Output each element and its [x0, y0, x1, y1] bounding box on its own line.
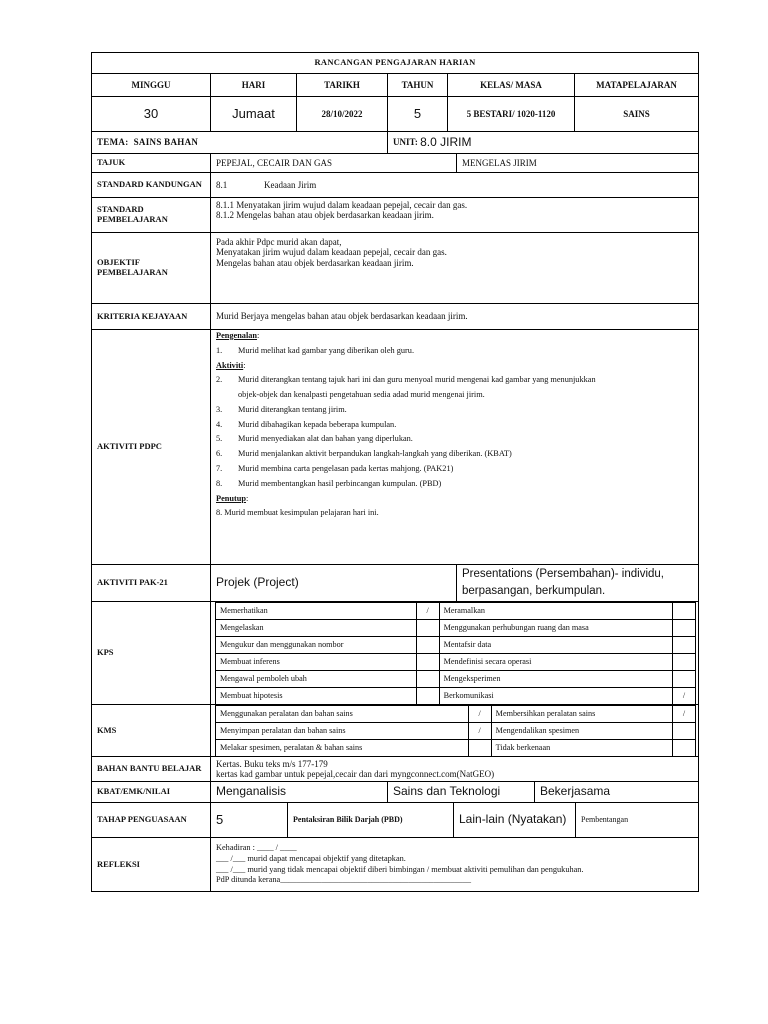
activity-step: [216, 479, 441, 490]
label-matapelajaran: MATAPELAJARAN: [574, 74, 698, 96]
tahap-label: TAHAP PENGUASAAN: [97, 814, 187, 825]
pak21-label: AKTIVITI PAK-21: [97, 577, 168, 588]
step-number: [216, 390, 238, 401]
tajuk-value-2: MENGELAS JIRIM: [456, 154, 698, 172]
step-text: Murid dibahagikan kepada beberapa kumpulan.: [238, 419, 397, 429]
page-title: RANCANGAN PENGAJARAN HARIAN: [314, 57, 476, 68]
lesson-plan-table: [91, 52, 699, 892]
objektif-line-3: Mengelas bahan atau objek berdasarkan keadaan jirim.: [216, 257, 414, 268]
kps-right-item: Mentafsir data: [439, 636, 672, 653]
kps-left-mark[interactable]: [416, 687, 439, 704]
penutup-heading: [216, 494, 248, 505]
label-tarikh: TARIKH: [296, 74, 387, 96]
kps-row: [92, 601, 698, 704]
bahan-label: BAHAN BANTU BELAJAR: [97, 763, 202, 774]
step-number: 1.: [216, 345, 223, 355]
refleksi-value: [210, 838, 698, 891]
refleksi-line-4: PdP ditunda kerana______________________________________________: [216, 875, 472, 885]
kms-right-item: Tidak berkenaan: [491, 739, 672, 756]
kms-right-mark[interactable]: [673, 722, 696, 739]
step-text: Murid membina carta pengelasan pada kertas mahjong. (PAK21): [238, 464, 454, 474]
bahan-row: [92, 756, 698, 781]
table-row: [216, 619, 696, 636]
tahap-value: 5: [210, 803, 287, 837]
value-tahun: 5: [387, 97, 447, 131]
aktiviti-row: [92, 329, 698, 564]
penutup-text: Penutup: [216, 493, 246, 503]
sp-line-1: 8.1.1 Menyatakan jirim wujud dalam keadaan pepejal, cecair dan gas.: [216, 200, 468, 210]
kms-label: KMS: [97, 724, 117, 735]
unit: [387, 132, 698, 153]
unit-label: UNIT:: [393, 137, 418, 148]
kps-left-item: Mengelaskan: [216, 619, 417, 636]
kms-right-mark[interactable]: /: [673, 705, 696, 722]
table-row: [216, 636, 696, 653]
activity-step: [216, 449, 512, 460]
activity-step: [216, 434, 413, 445]
kms-right-mark[interactable]: [673, 739, 696, 756]
closing-step: 8. Murid membuat kesimpulan pelajaran hari ini.: [216, 508, 379, 518]
title-row: [92, 53, 698, 73]
step-number: 4.: [216, 419, 223, 429]
label-kelas: KELAS/ MASA: [447, 74, 574, 96]
aktiviti-heading: [216, 361, 246, 372]
step-text: Murid membentangkan hasil perbincangan kumpulan. (PBD): [238, 478, 442, 488]
tema: [92, 132, 387, 153]
step-number: 2.: [216, 375, 223, 385]
kms-left-mark[interactable]: [468, 739, 491, 756]
kms-grid: [210, 705, 698, 756]
objektif-label: OBJEKTIF PEMBELAJARAN: [97, 257, 168, 277]
standard-kandungan-value: [210, 173, 698, 197]
kps-left-mark[interactable]: [416, 619, 439, 636]
kms-left-mark[interactable]: /: [468, 705, 491, 722]
kbat-value-3: Bekerjasama: [534, 782, 698, 802]
step-number: 5.: [216, 434, 223, 444]
kps-left-item: Membuat hipotesis: [216, 687, 417, 704]
standard-kandungan-row: [92, 172, 698, 197]
label-tahun: TAHUN: [387, 74, 447, 96]
table-row: [216, 670, 696, 687]
kms-right-item: Mengendalikan spesimen: [491, 722, 672, 739]
header-value-row: [92, 96, 698, 131]
kbat-value-1: Menganalisis: [210, 782, 387, 802]
label-hari: HARI: [210, 74, 296, 96]
activity-step: [216, 464, 453, 475]
kriteria-value: Murid Berjaya mengelas bahan atau objek berdasarkan keadaan jirim.: [210, 304, 698, 329]
kps-table: [215, 602, 696, 705]
activity-step: [216, 375, 596, 386]
value-minggu: 30: [143, 105, 159, 121]
tahap-row: [92, 802, 698, 837]
kps-left-item: Membuat inferens: [216, 653, 417, 670]
step-text: Murid menyediakan alat dan bahan yang diperlukan.: [238, 434, 413, 444]
value-kelas: 5 BESTARI/ 1020-1120: [447, 97, 574, 131]
step-text: Murid diterangkan tentang tajuk hari ini dan guru menyoal murid mengenai kad gambar yang menunjukkan: [238, 375, 596, 385]
kms-left-item: Menyimpan peralatan dan bahan sains: [216, 722, 469, 739]
table-row: [216, 722, 696, 739]
sp-line-2: 8.1.2 Mengelas bahan atau objek berdasarkan keadaan jirim.: [216, 210, 434, 221]
value-tarikh: 28/10/2022: [296, 97, 387, 131]
tajuk-row: [92, 153, 698, 172]
kps-left-item: Mengukur dan menggunakan nombor: [216, 636, 417, 653]
kbat-value-2: Sains dan Teknologi: [387, 782, 534, 802]
kps-left-mark[interactable]: [416, 636, 439, 653]
pengenalan-text: Pengenalan: [216, 331, 258, 340]
unit-value: 8.0 JIRIM: [420, 134, 472, 149]
kriteria-label: KRITERIA KEJAYAAN: [97, 310, 188, 321]
kps-left-mark[interactable]: [416, 670, 439, 687]
kps-right-mark[interactable]: [673, 670, 696, 687]
kps-left-mark[interactable]: /: [416, 602, 439, 619]
bahan-value: [210, 757, 698, 781]
activity-step: [216, 390, 485, 401]
kms-right-item: Membersihkan peralatan sains: [491, 705, 672, 722]
table-row: [216, 602, 696, 619]
kms-left-item: Melakar spesimen, peralatan & bahan sains: [216, 739, 469, 756]
kps-right-mark[interactable]: [673, 653, 696, 670]
value-matapelajaran: SAINS: [574, 97, 698, 131]
step-number: 6.: [216, 449, 223, 459]
refleksi-row: [92, 837, 698, 891]
value-hari: Jumaat: [210, 97, 296, 131]
kps-right-item: Berkomunikasi: [439, 687, 672, 704]
bahan-line-1: Kertas. Buku teks m/s 177-179: [216, 758, 328, 769]
standard-kandungan-label: STANDARD KANDUNGAN: [97, 179, 202, 190]
kps-right-item: Mengeksperimen: [439, 670, 672, 687]
kps-right-item: Mendefinisi secara operasi: [439, 653, 672, 670]
tajuk-value-1: PEPEJAL, CECAIR DAN GAS: [210, 154, 456, 172]
tema-label: TEMA:: [97, 137, 129, 148]
standard-kandungan-text: Keadaan Jirim: [264, 179, 317, 190]
kms-left-item: Menggunakan peralatan dan bahan sains: [216, 705, 469, 722]
tema-row: [92, 131, 698, 153]
pengenalan-heading: [216, 331, 259, 342]
tema-value: SAINS BAHAN: [133, 137, 199, 148]
kps-left-item: Memerhatikan: [216, 602, 417, 619]
kps-right-mark[interactable]: [673, 636, 696, 653]
activity-step: [216, 346, 414, 357]
label-minggu: MINGGU: [131, 79, 171, 90]
objektif-line-1: Pada akhir Pdpc murid akan dapat,: [216, 237, 342, 247]
kps-right-mark[interactable]: /: [673, 687, 696, 704]
kriteria-row: [92, 303, 698, 329]
kbat-row: [92, 781, 698, 802]
step-number: 8.: [216, 478, 223, 488]
objektif-row: [92, 232, 698, 303]
aktiviti-label: AKTIVITI PDPC: [97, 441, 162, 452]
step-number: 3.: [216, 404, 223, 414]
kps-right-item: Menggunakan perhubungan ruang dan masa: [439, 619, 672, 636]
kps-right-mark[interactable]: [673, 619, 696, 636]
step-text: Murid melihat kad gambar yang diberikan oleh guru.: [238, 345, 415, 355]
pembentangan: Pembentangan: [575, 803, 698, 837]
objektif-value: [210, 233, 698, 303]
kps-left-item: Mengawal pemboleh ubah: [216, 670, 417, 687]
aktiviti-heading-colon: :: [243, 360, 246, 370]
pak21-right: Presentations (Persembahan)- individu, berpasangan, berkumpulan.: [456, 565, 698, 601]
kps-right-item: Meramalkan: [439, 602, 672, 619]
pak21-row: [92, 564, 698, 601]
kms-left-mark[interactable]: /: [468, 722, 491, 739]
pbd-label: Pentaksiran Bilik Darjah (PBD): [287, 803, 453, 837]
tajuk-label: TAJUK: [97, 157, 126, 168]
standard-kandungan-code: 8.1: [216, 179, 228, 190]
standard-pembelajaran-label: STANDARD PEMBELAJARAN: [97, 204, 168, 224]
refleksi-line-1: Kehadiran : ____ / ____: [216, 842, 297, 852]
step-number: 7.: [216, 464, 223, 474]
aktiviti-content: [210, 330, 698, 564]
table-row: [216, 653, 696, 670]
table-row: [216, 687, 696, 704]
table-row: [216, 705, 696, 722]
pak21-left: Projek (Project): [210, 565, 456, 601]
kps-grid: [210, 602, 698, 704]
refleksi-line-2: ___ /___ murid dapat mencapai objektif yang ditetapkan.: [216, 853, 406, 863]
table-row: [216, 739, 696, 756]
header-label-row: [92, 73, 698, 96]
kps-label: KPS: [97, 647, 114, 658]
kps-right-mark[interactable]: [673, 602, 696, 619]
activity-step: [216, 405, 347, 416]
objektif-line-2: Menyatakan jirim wujud dalam keadaan pepejal, cecair dan gas.: [216, 247, 447, 258]
step-text: Murid menjalankan aktivit berpandukan langkah-langkah yang diberikan. (KBAT): [238, 449, 512, 459]
aktiviti-heading-text: Aktiviti: [216, 360, 244, 370]
pengenalan-colon: :: [257, 331, 260, 340]
standard-pembelajaran-value: [210, 198, 698, 232]
kms-table: [215, 705, 696, 757]
refleksi-line-3: ___ /___ murid yang tidak mencapai objektif diberi bimbingan / membuat aktiviti pemulihan dan pengukuhan.: [216, 864, 584, 874]
kbat-label: KBAT/EMK/NILAI: [97, 786, 171, 797]
step-text: Murid diterangkan tentang jirim.: [238, 404, 347, 414]
activity-step: [216, 420, 396, 431]
standard-pembelajaran-row: [92, 197, 698, 232]
kms-row: [92, 704, 698, 756]
bahan-line-2: kertas kad gambar untuk pepejal,cecair dan dari myngconnect.com(NatGEO): [216, 769, 495, 779]
lain-lain: Lain-lain (Nyatakan): [453, 803, 575, 837]
penutup-colon: :: [245, 493, 249, 503]
refleksi-label: REFLEKSI: [97, 858, 140, 869]
step-text: objek-objek dan kenalpasti pengetahuan sedia adad murid mengenai jirim.: [238, 390, 485, 400]
kps-left-mark[interactable]: [416, 653, 439, 670]
